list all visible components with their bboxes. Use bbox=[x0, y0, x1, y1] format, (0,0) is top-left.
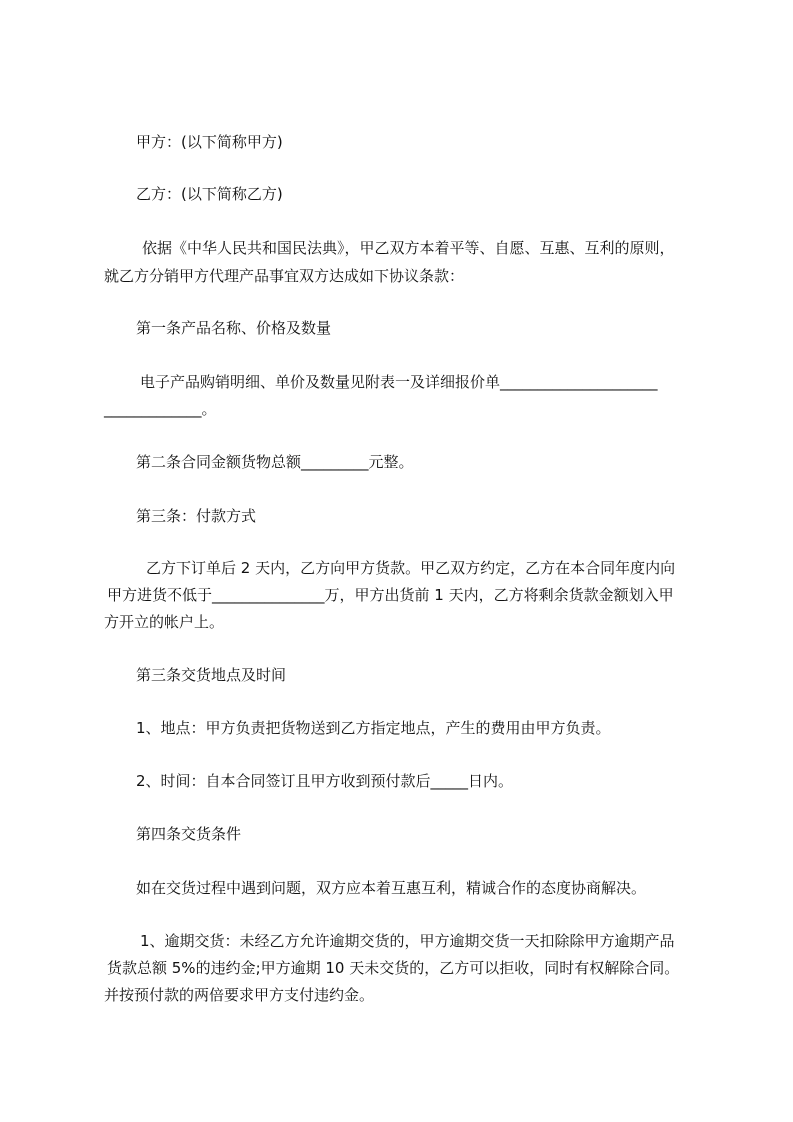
overdue-line-1: 1、逾期交货：未经乙方允许逾期交货的，甲方逾期交货一天扣除除甲方逾期产品 bbox=[140, 932, 675, 950]
article-3-line-3: 方开立的帐户上。 bbox=[104, 613, 225, 631]
article-1-line-2: _____________。 bbox=[104, 400, 217, 418]
delivery-place: 1、地点：甲方负责把货物送到乙方指定地点，产生的费用由甲方负责。 bbox=[136, 719, 611, 737]
overdue-line-2: 货款总额 5%的违约金;甲方逾期 10 天未交货的，乙方可以拒收，同时有权解除合同。 bbox=[107, 959, 680, 977]
party-a-line: 甲方：(以下简称甲方) bbox=[136, 133, 283, 151]
article-3b-title: 第三条交货地点及时间 bbox=[136, 666, 287, 684]
article-1-title: 第一条产品名称、价格及数量 bbox=[136, 319, 332, 337]
party-b-line: 乙方：(以下简称乙方) bbox=[136, 185, 283, 203]
article-4-title: 第四条交货条件 bbox=[136, 825, 242, 843]
article-1-line-1: 电子产品购销明细、单价及数量见附表一及详细报价单_____________________ bbox=[140, 373, 658, 391]
article-3-line-2: 甲方进货不低于_______________万，甲方出货前 1 天内，乙方将剩余货款金额划入甲 bbox=[107, 586, 674, 604]
intro-line-2: 就乙方分销甲方代理产品事宜双方达成如下协议条款： bbox=[104, 267, 465, 285]
article-4-body: 如在交货过程中遇到问题，双方应本着互惠互利，精诚合作的态度协商解决。 bbox=[136, 879, 647, 897]
overdue-line-3: 并按预付款的两倍要求甲方支付违约金。 bbox=[104, 986, 375, 1004]
article-3-title: 第三条：付款方式 bbox=[136, 507, 257, 525]
article-2-title: 第二条合同金额货物总额_________元整。 bbox=[136, 453, 414, 471]
article-3-line-1: 乙方下订单后 2 天内，乙方向甲方货款。甲乙双方约定，乙方在本合同年度内向 bbox=[146, 559, 676, 577]
delivery-time: 2、时间：自本合同签订且甲方收到预付款后_____日内。 bbox=[136, 772, 514, 790]
intro-line-1: 依据《中华人民共和国民法典》，甲乙双方本着平等、自愿、互惠、互利的原则， bbox=[142, 239, 675, 257]
